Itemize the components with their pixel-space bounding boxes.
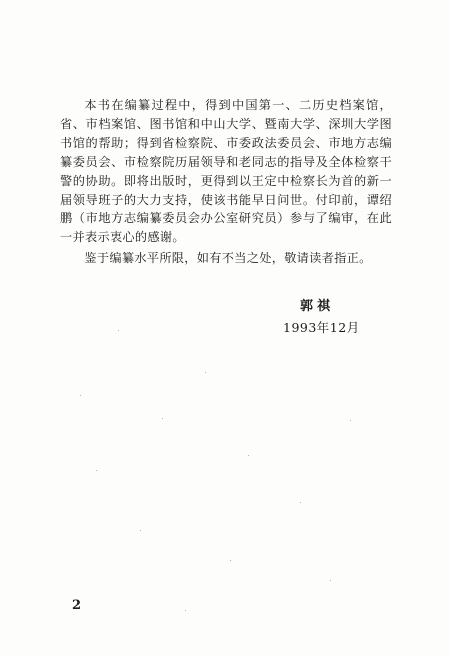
acknowledgement-paragraph: 本书在编纂过程中，得到中国第一、二历史档案馆，省、市档案馆、图书馆和中山大学、暨南大学、深圳大学图书馆的帮助；得到省检察院、市委政法委员会、市地方志编纂委员会、市检察院历届领导和老同志的指导及全体检察干警的协助。即将出版时，更得到以王定中检察长为首的新一届领导班子的大力支持，使该书能早日问世。付印前，谭绍鹏（市地方志编纂委员会办公室研究员）参与了编审，在此一并表示衷心的感谢。 — [60, 98, 392, 245]
signature-date: 1993年12月 — [283, 320, 360, 335]
author-signature: 郭祺 — [300, 299, 335, 314]
disclaimer-paragraph: 鉴于编纂水平所限，如有不当之处，敬请读者指正。 — [84, 251, 372, 266]
page-number: 2 — [72, 598, 82, 613]
postscript-body — [60, 96, 392, 268]
